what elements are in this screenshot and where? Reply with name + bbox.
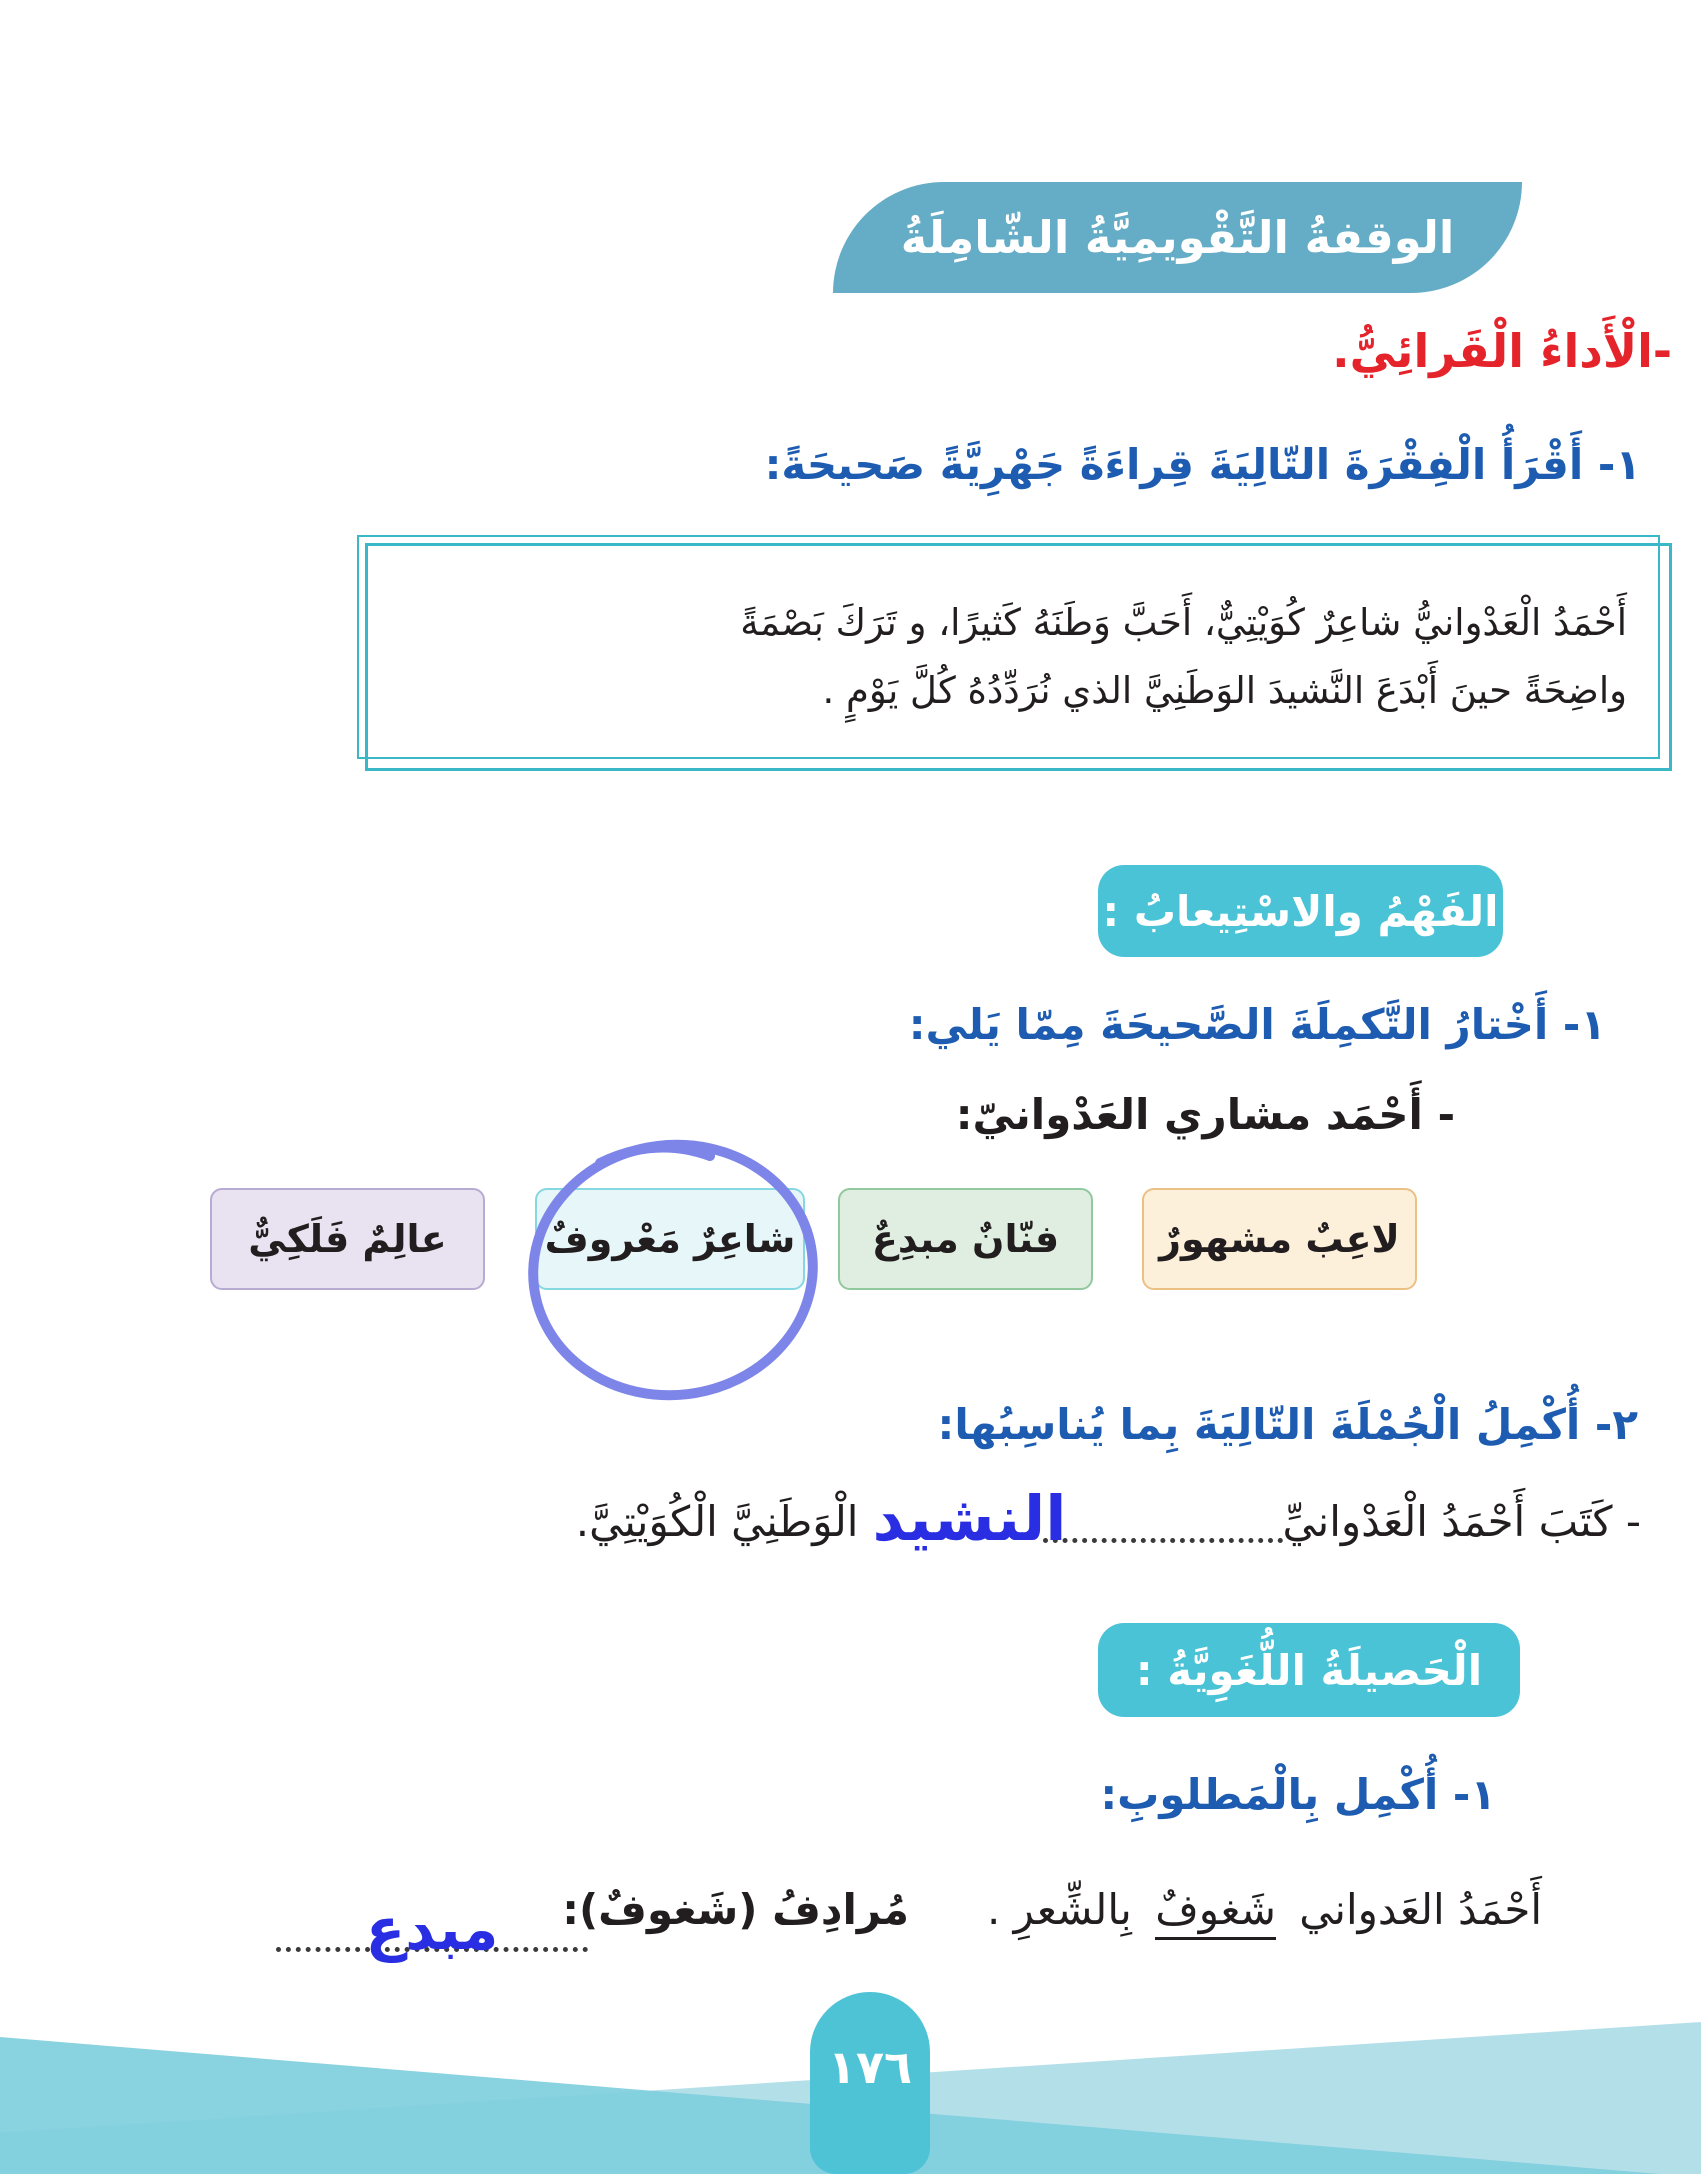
handwritten-answer-anthem: النشيد bbox=[872, 1482, 1067, 1555]
sentence-start: - كَتَبَ أَحْمَدُ الْعَدْوانيِّ bbox=[1282, 1497, 1641, 1546]
page-number-pill bbox=[810, 1992, 930, 2174]
underlined-word: شَغوفٌ bbox=[1155, 1885, 1276, 1940]
passage-line-2: واضِحَةً حينَ أَبْدَعَ النَّشيدَ الوَطَنِيَّ الذي نُرَدِّدُهُ كُلَّ يَوْمٍ . bbox=[822, 669, 1627, 712]
header-banner bbox=[833, 182, 1522, 293]
option-creative-artist[interactable] bbox=[838, 1188, 1093, 1290]
option-known-poet[interactable] bbox=[535, 1188, 805, 1290]
sentence-end: الْوَطَنِيَّ الْكُوَيْتِيَّ. bbox=[575, 1497, 859, 1546]
vocabulary-exercise-line bbox=[0, 1885, 1701, 1975]
option-label: شاعِرٌ مَعْروفٌ bbox=[544, 1217, 796, 1261]
passage-text bbox=[368, 546, 1669, 768]
vocabulary-banner-label: الْحَصيلَةُ اللُّغَوِيَّةُ : bbox=[1135, 1645, 1483, 1695]
option-label: عالِمٌ فَلَكِيٌّ bbox=[248, 1217, 447, 1261]
passage-box bbox=[365, 543, 1672, 771]
vocabulary-banner bbox=[1098, 1623, 1520, 1717]
reading-performance-heading: -الْأَداءُ الْقَرائِيُّ. bbox=[1332, 324, 1672, 378]
choose-completion-question: ١- أَخْتارُ التَّكمِلَةَ الصَّحيحَةَ مِمّا يَلي: bbox=[908, 1000, 1606, 1049]
passage-line-1: أَحْمَدُ الْعَدْوانيُّ شاعِرٌ كُوَيْتِيٌّ، أَحَبَّ وَطَنَهُ كَثيرًا، و تَرَكَ بَصْمَةً bbox=[740, 601, 1627, 645]
synonym-prompt: مُرادِفُ (شَغوفٌ): bbox=[562, 1885, 909, 1934]
answer-blank-dots[interactable] bbox=[1043, 1538, 1283, 1543]
comprehension-banner bbox=[1098, 865, 1503, 957]
comprehension-banner-label: الفَهْمُ والاسْتِيعابُ : bbox=[1102, 886, 1499, 936]
option-label: لاعِبٌ مشهورٌ bbox=[1159, 1217, 1400, 1261]
handwritten-answer-synonym: مبدع bbox=[365, 1895, 499, 1963]
header-banner-title: الوقفةُ التَّقْويمِيَّةُ الشّامِلَةُ bbox=[900, 211, 1455, 264]
vocab-sentence bbox=[987, 1885, 1542, 1934]
adwani-prompt: - أَحْمَد مشاري العَدْوانيّ: bbox=[955, 1090, 1455, 1139]
vocab-sentence-end: بِالشِّعرِ . bbox=[986, 1885, 1132, 1934]
vocab-sentence-start: أَحْمَدُ العَدواني bbox=[1299, 1885, 1542, 1934]
complete-sentence-question: ٢- أُكْمِلُ الْجُمْلَةَ التّالِيَةَ بِما يُناسِبُها: bbox=[937, 1400, 1638, 1449]
option-famous-player[interactable] bbox=[1142, 1188, 1417, 1290]
synonym-answer-blank[interactable] bbox=[276, 1895, 588, 1963]
option-astronomer[interactable] bbox=[210, 1188, 485, 1290]
sentence-completion-line bbox=[575, 1478, 1641, 1555]
page-number: ١٧٦ bbox=[827, 2040, 913, 2094]
option-label: فنّانٌ مبدِعٌ bbox=[871, 1217, 1060, 1261]
read-aloud-instruction: ١- أَقْرَأُ الْفِقْرَةَ التّالِيَةَ قِراءَةً جَهْرِيَّةً صَحيحَةً: bbox=[764, 440, 1641, 489]
fill-required-question: ١- أُكْمِل بِالْمَطلوبِ: bbox=[1100, 1770, 1496, 1819]
